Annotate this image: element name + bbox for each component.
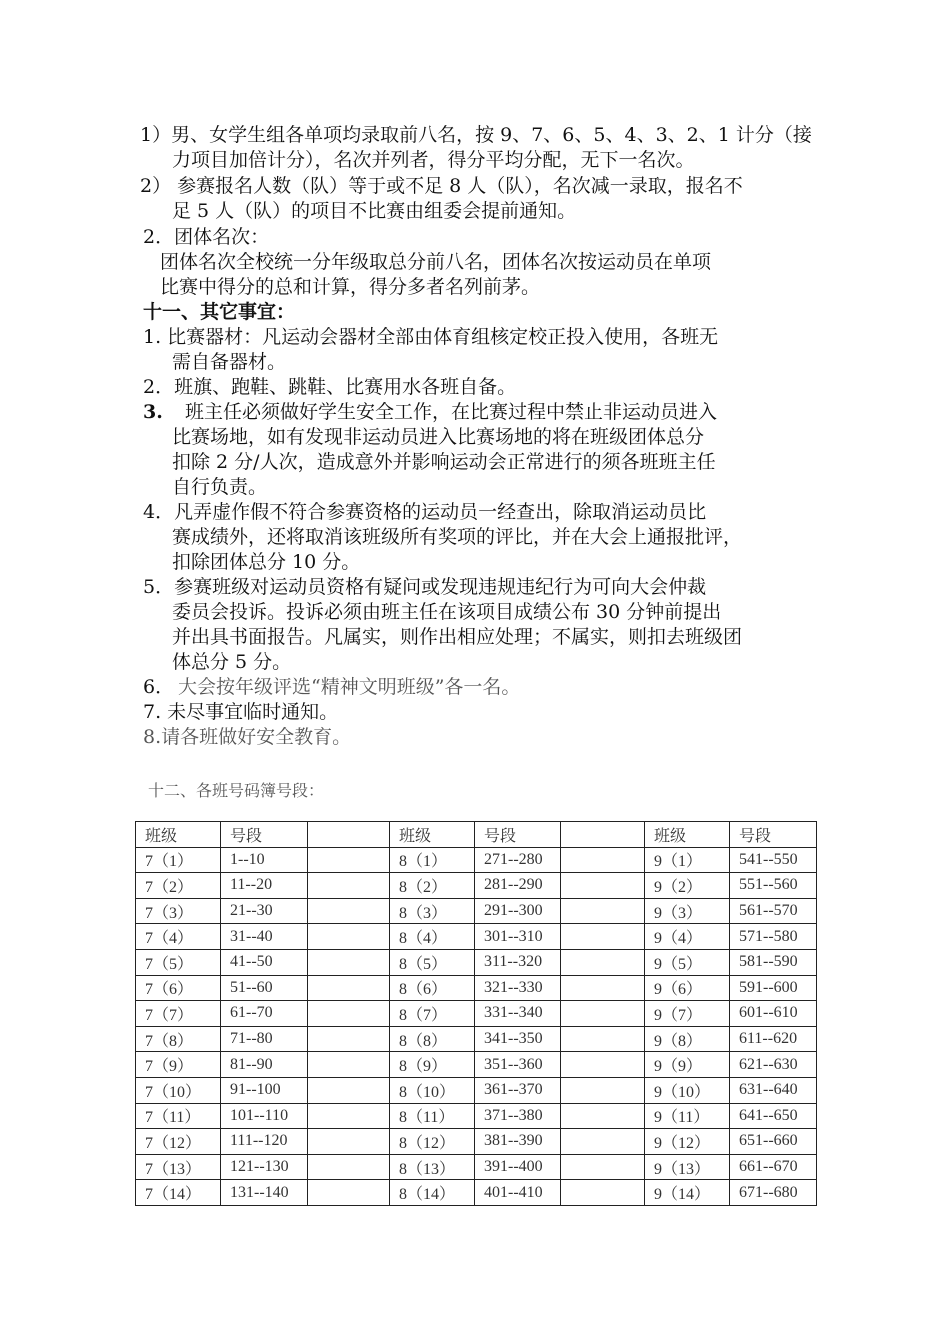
table-cell-grade-7-range: 81--90 [221, 1052, 308, 1078]
table-cell-grade-9-range: 661--670 [730, 1154, 817, 1180]
table-row [136, 949, 817, 975]
table-cell-grade-9-range: 561--570 [730, 898, 817, 924]
table-row [136, 873, 817, 899]
table-cell-grade-8-range: 281--290 [475, 873, 561, 899]
table-cell-grade-9-class: 班级 [645, 822, 730, 848]
table-cell-grade-7-class: 7（2） [136, 873, 221, 899]
table-cell-grade-9-class: 9（2） [645, 873, 730, 899]
table-cell-grade-8-range: 号段 [475, 822, 561, 848]
rule-1-line-1: 1）男、女学生组各单项均录取前八名，按 9、7、6、5、4、3、2、1 计分（接 [140, 124, 812, 146]
table-cell-grade-8-range: 371--380 [475, 1103, 561, 1129]
table-cell-spacer [308, 1026, 390, 1052]
table-cell-grade-8-class: 8（7） [390, 1001, 475, 1027]
item-2: 2．班旗、跑鞋、跳鞋、比赛用水各班自备。 [143, 376, 517, 398]
table-cell-spacer [308, 898, 390, 924]
table-cell-grade-9-range: 581--590 [730, 949, 817, 975]
table-cell-grade-9-range: 551--560 [730, 873, 817, 899]
table-cell-grade-8-range: 361--370 [475, 1077, 561, 1103]
table-cell-grade-8-class: 8（2） [390, 873, 475, 899]
item-3-line-2: 比赛场地，如有发现非运动员进入比赛场地的将在班级团体总分 [172, 426, 705, 448]
table-cell-grade-7-range: 131--140 [221, 1180, 308, 1206]
table-cell-grade-8-range: 401--410 [475, 1180, 561, 1206]
table-row [136, 1052, 817, 1078]
rule-1-line-2: 力项目加倍计分），名次并列者，得分平均分配，无下一名次。 [172, 149, 695, 171]
table-cell-grade-8-range: 311--320 [475, 949, 561, 975]
item-4-line-1: 4．凡弄虚作假不符合参赛资格的运动员一经查出，除取消运动员比 [143, 501, 707, 523]
table-cell-spacer [561, 1026, 645, 1052]
table-cell-grade-7-range: 61--70 [221, 1001, 308, 1027]
table-row [136, 1154, 817, 1180]
table-row [136, 975, 817, 1001]
table-cell-grade-8-range: 321--330 [475, 975, 561, 1001]
table-cell-spacer [561, 1180, 645, 1206]
table-cell-spacer [561, 898, 645, 924]
table-cell-spacer [561, 1154, 645, 1180]
table-cell-grade-8-class: 8（11） [390, 1103, 475, 1129]
table-cell-grade-7-class: 7（8） [136, 1026, 221, 1052]
table-cell-grade-7-range: 41--50 [221, 949, 308, 975]
table-cell-grade-8-class: 8（3） [390, 898, 475, 924]
table-cell-grade-9-range: 621--630 [730, 1052, 817, 1078]
table-cell-grade-7-range: 71--80 [221, 1026, 308, 1052]
table-cell-spacer [308, 1052, 390, 1078]
item-3-line-4: 自行负责。 [172, 476, 268, 498]
table-cell-grade-9-class: 9（14） [645, 1180, 730, 1206]
table-cell-grade-7-class: 班级 [136, 822, 221, 848]
table-cell-grade-8-class: 8（13） [390, 1154, 475, 1180]
table-row [136, 924, 817, 950]
table-cell-spacer [308, 822, 390, 848]
table-cell-spacer [308, 1180, 390, 1206]
table-cell-grade-8-class: 8（4） [390, 924, 475, 950]
item-3-number: 3. [143, 401, 163, 423]
table-cell-grade-8-class: 8（10） [390, 1077, 475, 1103]
table-cell-grade-8-range: 381--390 [475, 1129, 561, 1155]
table-cell-spacer [561, 822, 645, 848]
table-cell-grade-8-class: 8（9） [390, 1052, 475, 1078]
table-cell-grade-9-class: 9（11） [645, 1103, 730, 1129]
table-cell-grade-8-range: 271--280 [475, 847, 561, 873]
table-cell-spacer [561, 949, 645, 975]
table-cell-grade-8-class: 8（1） [390, 847, 475, 873]
table-cell-grade-7-range: 11--20 [221, 873, 308, 899]
item-5-line-1: 5．参赛班级对运动员资格有疑问或发现违规违纪行为可向大会仲裁 [143, 576, 707, 598]
table-cell-grade-7-range: 91--100 [221, 1077, 308, 1103]
table-cell-grade-9-range: 591--600 [730, 975, 817, 1001]
table-cell-spacer [308, 924, 390, 950]
table-cell-grade-9-range: 631--640 [730, 1077, 817, 1103]
table-cell-grade-7-class: 7（11） [136, 1103, 221, 1129]
table-cell-spacer [308, 975, 390, 1001]
item-1-line-2: 需自备器材。 [172, 351, 287, 373]
table-cell-grade-8-class: 8（5） [390, 949, 475, 975]
table-cell-grade-9-class: 9（12） [645, 1129, 730, 1155]
item-6-text: 大会按年级评选“精神文明班级”各一名。 [178, 676, 521, 698]
table-cell-spacer [308, 1103, 390, 1129]
table-cell-grade-8-class: 班级 [390, 822, 475, 848]
team-ranking-line-1: 团体名次全校统一分年级取总分前八名，团体名次按运动员在单项 [160, 251, 712, 273]
table-cell-spacer [561, 1001, 645, 1027]
table-cell-spacer [308, 1129, 390, 1155]
table-row [136, 1026, 817, 1052]
table-cell-spacer [308, 847, 390, 873]
table-cell-grade-7-range: 121--130 [221, 1154, 308, 1180]
table-cell-grade-7-class: 7（12） [136, 1129, 221, 1155]
item-4-line-3: 扣除团体总分 10 分。 [172, 551, 361, 573]
table-cell-grade-8-range: 291--300 [475, 898, 561, 924]
table-cell-grade-9-range: 611--620 [730, 1026, 817, 1052]
item-5-line-4: 体总分 5 分。 [172, 651, 292, 673]
table-cell-spacer [308, 873, 390, 899]
table-cell-grade-7-range: 101--110 [221, 1103, 308, 1129]
table-cell-grade-9-range: 号段 [730, 822, 817, 848]
number-range-table [135, 821, 817, 1206]
table-row [136, 1077, 817, 1103]
table-cell-grade-9-class: 9（4） [645, 924, 730, 950]
rule-2-line-1: 2） 参赛报名人数（队）等于或不足 8 人（队），名次减一录取，报名不 [140, 175, 743, 197]
table-cell-grade-8-class: 8（8） [390, 1026, 475, 1052]
table-cell-grade-8-range: 391--400 [475, 1154, 561, 1180]
table-cell-grade-9-range: 641--650 [730, 1103, 817, 1129]
item-5-line-2: 委员会投诉。投诉必须由班主任在该项目成绩公布 30 分钟前提出 [172, 601, 722, 623]
table-cell-spacer [561, 847, 645, 873]
table-cell-grade-7-class: 7（9） [136, 1052, 221, 1078]
table-cell-grade-7-range: 31--40 [221, 924, 308, 950]
table-cell-grade-9-class: 9（1） [645, 847, 730, 873]
table-row [136, 898, 817, 924]
table-cell-spacer [308, 1154, 390, 1180]
table-cell-grade-9-class: 9（13） [645, 1154, 730, 1180]
table-cell-grade-7-class: 7（4） [136, 924, 221, 950]
table-cell-grade-7-class: 7（6） [136, 975, 221, 1001]
table-cell-spacer [561, 1077, 645, 1103]
table-cell-grade-7-class: 7（10） [136, 1077, 221, 1103]
table-cell-grade-9-range: 541--550 [730, 847, 817, 873]
table-cell-grade-9-class: 9（5） [645, 949, 730, 975]
table-cell-grade-7-class: 7（3） [136, 898, 221, 924]
table-cell-grade-7-class: 7（13） [136, 1154, 221, 1180]
table-cell-grade-9-class: 9（8） [645, 1026, 730, 1052]
table-row [136, 1103, 817, 1129]
table-cell-spacer [308, 949, 390, 975]
item-6-number: 6． [143, 676, 175, 698]
table-cell-grade-7-class: 7（1） [136, 847, 221, 873]
table-cell-grade-8-range: 301--310 [475, 924, 561, 950]
table-cell-grade-8-class: 8（6） [390, 975, 475, 1001]
item-1-line-1: 1. 比赛器材：凡运动会器材全部由体育组核定校正投入使用，各班无 [143, 326, 719, 348]
team-ranking-line-2: 比赛中得分的总和计算，得分多者名列前茅。 [160, 276, 541, 298]
table-row [136, 1180, 817, 1206]
item-4-line-2: 赛成绩外，还将取消该班级所有奖项的评比，并在大会上通报批评， [172, 526, 743, 548]
table-cell-grade-8-range: 341--350 [475, 1026, 561, 1052]
table-cell-grade-9-class: 9（10） [645, 1077, 730, 1103]
table-cell-grade-7-range: 1--10 [221, 847, 308, 873]
table-cell-spacer [561, 1103, 645, 1129]
table-cell-grade-9-range: 571--580 [730, 924, 817, 950]
item-7: 7. 未尽事宜临时通知。 [143, 701, 339, 723]
item-3-line-3: 扣除 2 分/人次，造成意外并影响运动会正常进行的须各班班主任 [172, 451, 716, 473]
table-cell-grade-7-range: 21--30 [221, 898, 308, 924]
table-cell-grade-8-range: 331--340 [475, 1001, 561, 1027]
table-cell-grade-7-range: 51--60 [221, 975, 308, 1001]
table-cell-grade-8-class: 8（12） [390, 1129, 475, 1155]
table-cell-grade-9-class: 9（9） [645, 1052, 730, 1078]
table-row [136, 1129, 817, 1155]
table-cell-grade-9-range: 671--680 [730, 1180, 817, 1206]
section-12-heading: 十二、各班号码簿号段： [148, 781, 325, 800]
rule-2-line-2: 足 5 人（队）的项目不比赛由组委会提前通知。 [172, 200, 577, 222]
table-cell-grade-7-range: 号段 [221, 822, 308, 848]
table-cell-grade-9-range: 651--660 [730, 1129, 817, 1155]
table-cell-grade-9-range: 601--610 [730, 1001, 817, 1027]
table-cell-grade-9-class: 9（7） [645, 1001, 730, 1027]
table-row [136, 847, 817, 873]
table-cell-spacer [561, 873, 645, 899]
table-cell-grade-8-range: 351--360 [475, 1052, 561, 1078]
table-cell-grade-7-range: 111--120 [221, 1129, 308, 1155]
table-cell-spacer [561, 924, 645, 950]
table-row [136, 1001, 817, 1027]
table-cell-grade-8-class: 8（14） [390, 1180, 475, 1206]
table-cell-spacer [561, 975, 645, 1001]
table-header-row [136, 822, 817, 848]
table-cell-grade-7-class: 7（14） [136, 1180, 221, 1206]
table-cell-spacer [561, 1052, 645, 1078]
team-ranking-heading: 2．团体名次： [143, 226, 270, 248]
item-8: 8.请各班做好安全教育。 [143, 726, 352, 748]
item-3-line-1: 班主任必须做好学生安全工作，在比赛过程中禁止非运动员进入 [185, 401, 718, 423]
item-5-line-3: 并出具书面报告。凡属实，则作出相应处理；不属实，则扣去班级团 [172, 626, 743, 648]
table-cell-spacer [308, 1077, 390, 1103]
table-cell-grade-7-class: 7（5） [136, 949, 221, 975]
section-11-heading: 十一、其它事宜： [143, 301, 296, 323]
table-cell-grade-7-class: 7（7） [136, 1001, 221, 1027]
table-cell-spacer [308, 1001, 390, 1027]
table-cell-grade-9-class: 9（3） [645, 898, 730, 924]
table-cell-grade-9-class: 9（6） [645, 975, 730, 1001]
table-cell-spacer [561, 1129, 645, 1155]
